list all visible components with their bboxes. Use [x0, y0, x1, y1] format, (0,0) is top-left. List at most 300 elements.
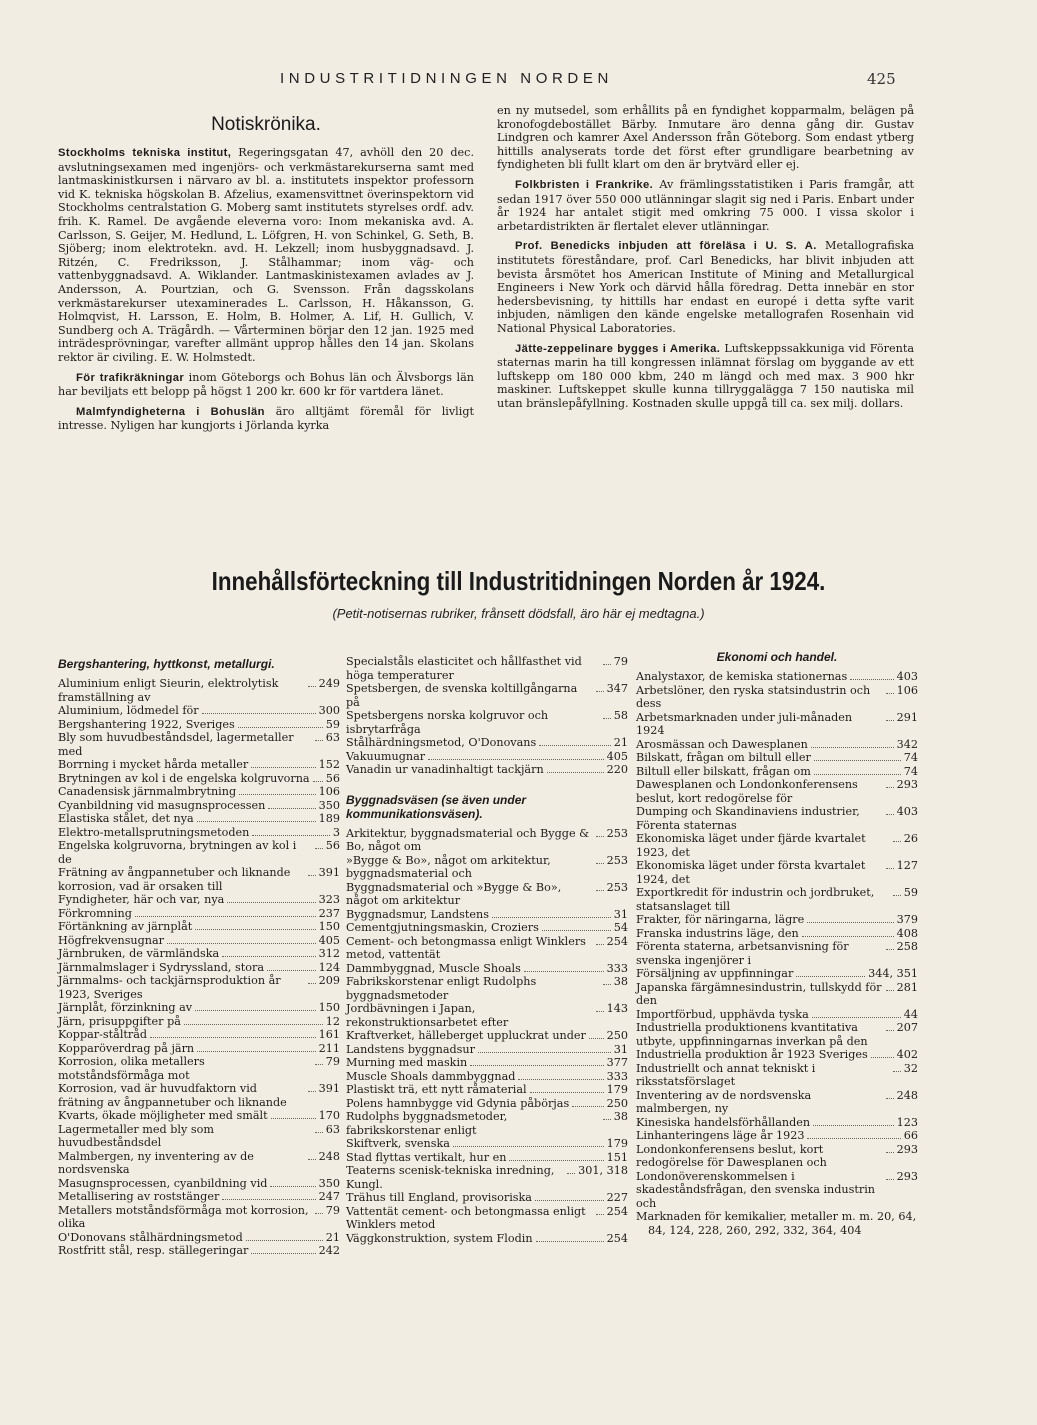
toc-entry-title: Arbetsmarknaden under juli-månaden 1924: [636, 710, 853, 737]
toc-entry-title: Cement- och betongmassa enligt Winklers metod, vattentät: [346, 934, 586, 961]
toc-entry-title: Trähus till England, provisoriska: [346, 1191, 532, 1204]
toc-entry-page: 248: [896, 1088, 918, 1102]
leader-dots: [547, 772, 604, 773]
toc-title: Innehållsförteckning till Industritidningen Norden år 1924.: [211, 566, 826, 596]
toc-entry-page: 237: [318, 906, 340, 920]
toc-entry-page: 258: [896, 940, 918, 953]
leader-dots: [167, 943, 316, 944]
notis-paragraph: [497, 342, 914, 411]
toc-entry-page: 150: [318, 920, 340, 933]
toc-entry-title: Kraftverket, hälleberget uppluckrat under: [346, 1029, 586, 1042]
notiskronika-title: Notiskrönika.: [211, 114, 321, 135]
leader-dots: [893, 841, 901, 842]
toc-entry: [346, 1083, 628, 1097]
leader-dots: [814, 760, 901, 761]
toc-entry-title: Borrning i mycket hårda metaller: [58, 758, 249, 771]
toc-entry-title: Kopparöverdrag på järn: [58, 1041, 195, 1055]
toc-entry: [58, 1055, 340, 1082]
toc-entry-title: Väggkonstruktion, system Flodin: [346, 1231, 533, 1245]
toc-entry: [636, 1129, 918, 1143]
toc-entry-page: 179: [606, 1083, 628, 1096]
leader-dots: [603, 718, 611, 719]
toc-entry: [58, 718, 340, 732]
leader-dots: [195, 1010, 316, 1011]
toc-entry: [58, 920, 340, 934]
notiskronika-right-column: [497, 104, 914, 410]
toc-entry-page: 38: [613, 1110, 628, 1123]
toc-entry: [636, 1008, 918, 1022]
toc-entry-title: Analystaxor, de kemiska stationernas: [636, 670, 848, 683]
leader-dots: [596, 691, 604, 692]
toc-entry-title: Arbetslöner, den ryska statsindustrin och dess: [636, 683, 871, 710]
toc-entry: [58, 893, 340, 907]
toc-entry: [58, 961, 340, 975]
toc-entry: [346, 682, 628, 709]
toc-entry: [58, 1042, 340, 1056]
toc-entry: [58, 731, 340, 758]
toc-entry: [346, 1056, 628, 1070]
toc-entry-page: 242: [318, 1244, 340, 1257]
toc-entry-page: 151: [606, 1150, 628, 1164]
toc-entry: [346, 921, 628, 935]
toc-entry-page: 403: [896, 670, 918, 683]
toc-entry-page: 106: [318, 785, 340, 798]
leader-dots: [227, 902, 315, 903]
toc-entry-title: »Bygge & Bo», något om arkitektur, byggnadsmaterial och: [346, 853, 551, 880]
leader-dots: [267, 970, 316, 971]
leader-dots: [603, 984, 611, 985]
toc-entry-page: 405: [318, 933, 340, 947]
toc-entry-page: 74: [903, 751, 918, 764]
leader-dots: [886, 990, 894, 991]
toc-entry-title: Rudolphs byggnadsmetoder, fabrikskorstenar enligt: [346, 1110, 508, 1137]
toc-entry-title: Landstens byggnadsur: [346, 1042, 475, 1056]
toc-entry-title: Dawesplanen och Londonkonferensens beslut, kort redogörelse för: [636, 778, 858, 805]
notis-lead: För trafikräkningar: [76, 371, 185, 384]
toc-entry: [636, 1021, 918, 1048]
leader-dots: [603, 1119, 611, 1120]
leader-dots: [542, 930, 611, 931]
toc-entry: [636, 1062, 918, 1089]
leader-dots: [886, 1179, 894, 1180]
toc-entry-title: Arkitektur, byggnadsmaterial och Bygge & Bo, något om: [346, 826, 590, 853]
toc-entry-title: Kinesiska handelsförhållanden: [636, 1115, 811, 1129]
toc-entry-title: Korrosion, vad är huvudfaktorn vid frätning av ångpannetuber och liknande: [58, 1082, 287, 1109]
page-number: 425: [867, 70, 896, 88]
leader-dots: [492, 917, 611, 918]
toc-entry-title: Försäljning av uppfinningar: [636, 967, 794, 980]
toc-entry-page: 333: [606, 1069, 628, 1083]
toc-entry-title: Ekonomiska läget under första kvartalet 1924, det: [636, 859, 866, 886]
toc-entry-title: Malmbergen, ny inventering av de nordsvenska: [58, 1149, 254, 1176]
toc-entry-page: 342: [896, 737, 918, 751]
leader-dots: [150, 1037, 316, 1038]
toc-entry-title: Engelska kolgruvorna, brytningen av kol i de: [58, 839, 297, 866]
leader-dots: [453, 1146, 604, 1147]
toc-entry-page: 74: [903, 764, 918, 778]
toc-entry: [58, 947, 340, 961]
toc-entry-title: Polens hamnbygge vid Gdynia påbörjas: [346, 1096, 570, 1110]
toc-entry-page: 79: [325, 1055, 340, 1068]
toc-entry-title: Specialståls elasticitet och hållfasthet vid höga temperaturer: [346, 655, 582, 682]
toc-entry-page: 405: [606, 749, 628, 763]
toc-entry-title: Järnmalmslager i Sydryssland, stora: [58, 960, 264, 974]
toc-entry: [58, 1150, 340, 1177]
toc-entry: [636, 1116, 918, 1130]
toc-entry: [346, 962, 628, 976]
toc-entry-page: 254: [606, 934, 628, 948]
section-heading-byggnadsvasen: Byggnadsväsen (se även under kommunikationsväsen).: [346, 792, 527, 821]
leader-dots: [270, 1186, 315, 1187]
toc-entry-page: 179: [606, 1137, 628, 1150]
toc-entry-title: Högfrekvensugnar: [58, 933, 165, 947]
toc-entry: [58, 907, 340, 921]
toc-entry-title: Industriellt och annat tekniskt i riksstatsförslaget: [636, 1061, 816, 1088]
toc-entry-title: Masugnsprocessen, cyanbildning vid: [58, 1176, 268, 1190]
toc-entry: [58, 812, 340, 826]
toc-entry-page: 391: [318, 1082, 340, 1095]
toc-entry-title: Muscle Shoals dammbyggnad: [346, 1069, 516, 1083]
notis-lead: Jätte-zeppelinare bygges i Amerika.: [515, 342, 721, 355]
toc-entry: [58, 974, 340, 1001]
leader-dots: [886, 868, 894, 869]
toc-entry-title: Dammbyggnad, Muscle Shoals: [346, 961, 521, 975]
toc-entry: [346, 1205, 628, 1232]
toc-entry: [58, 799, 340, 813]
toc-entry-page: 150: [318, 1001, 340, 1014]
leader-dots: [814, 774, 901, 775]
toc-entry: [58, 1082, 340, 1109]
leader-dots: [478, 1052, 611, 1053]
notis-text: Metallografiska institutets föreståndare, prof. Carl Benedicks, har blivit inbjuden att bevista årsmötet hos American Institute of Mining and Metallurgical Engineers i New York och därvid hålla föredrag. Detta innebär en stor hedersbevisning, ty hittills har endast en europé i detta syfte varit inbjuden, nämligen den kände engelske metallografen Rosenhain vid National Physical Laboratories.: [497, 239, 914, 335]
toc-entry-page: 323: [318, 893, 340, 906]
leader-dots: [251, 1253, 315, 1254]
leader-dots: [197, 1051, 316, 1052]
notis-text: äro alltjämt föremål för livligt intresse. Nyligen har kungjorts i Jörlanda kyrka: [58, 404, 474, 433]
toc-entry: [346, 1110, 628, 1137]
toc-entry: [58, 1231, 340, 1245]
toc-entry: [346, 935, 628, 962]
toc-entry-title: Stålhärdningsmetod, O'Donovans: [346, 736, 537, 749]
toc-entry-page: 350: [318, 1176, 340, 1190]
toc-entry: [346, 655, 628, 682]
toc-entry-title: Vanadin ur vanadinhaltigt tackjärn: [346, 763, 544, 776]
toc-entry-title: Ekonomiska läget under fjärde kvartalet 1923, det: [636, 832, 866, 859]
toc-column-3: [636, 648, 918, 1237]
toc-entry-title: Inventering av de nordsvenska malmbergen, ny: [636, 1088, 812, 1115]
toc-entry-title: Stad flyttas vertikalt, hur en: [346, 1150, 507, 1164]
toc-entry-page: 21: [613, 736, 628, 749]
leader-dots: [596, 1214, 604, 1215]
leader-dots: [536, 1241, 604, 1242]
leader-dots: [535, 1200, 604, 1201]
toc-entry: [636, 859, 918, 886]
toc-entry: [346, 1070, 628, 1084]
leader-dots: [807, 922, 893, 923]
leader-dots: [886, 1030, 894, 1031]
leader-dots: [893, 895, 901, 896]
toc-entry-title: Vattentät cement- och betongmassa enligt Winklers metod: [346, 1204, 586, 1231]
leader-dots: [268, 808, 315, 809]
toc-entry-page: 56: [325, 771, 340, 785]
notis-text: Av främlingsstatistiken i Paris framgår, att sedan 1917 över 550 000 utlänningar slagit sig ned i Paris. Enbart under år 1924 har antalet stigit med omkring 75 000. I vissa skolor i arbetardistrikten är flertalet elever utlänningar.: [497, 177, 915, 233]
leader-dots: [197, 821, 316, 822]
toc-entry-page: 79: [325, 1203, 340, 1217]
toc-entry-page: 333: [606, 961, 628, 975]
leader-dots: [567, 1173, 575, 1174]
toc-entry-page: 291: [896, 710, 918, 724]
toc-entry-page: 124: [318, 960, 340, 974]
toc-entry-title: Byggnadsmaterial och »Bygge & Bo», något om arkitektur: [346, 880, 562, 907]
leader-dots: [802, 936, 894, 937]
toc-entry-title: Förkromning: [58, 906, 132, 920]
toc-entry-page: 300: [318, 704, 340, 717]
toc-entry-page: 377: [606, 1056, 628, 1069]
toc-entry-title: Järnplåt, förzinkning av: [58, 1001, 193, 1014]
toc-entry: [58, 677, 340, 704]
toc-entry-title: Kvarts, ökade möjligheter med smält: [58, 1109, 268, 1122]
toc-entry-page: 66: [903, 1129, 918, 1142]
toc-entry-title: Järnbruken, de värmländska: [58, 947, 220, 960]
toc-entry-title: Spetsbergen, de svenska koltillgångarna på: [346, 682, 578, 709]
toc-entry-page: 31: [613, 1042, 628, 1056]
toc-entry: [636, 751, 918, 765]
leader-dots: [893, 1071, 901, 1072]
toc-entry-page: 63: [325, 731, 340, 744]
toc-entry: [58, 1204, 340, 1231]
leader-dots: [308, 1091, 316, 1092]
toc-entry: [346, 1164, 628, 1191]
leader-dots: [195, 929, 315, 930]
toc-entry-title: Bilskatt, frågan om biltull eller: [636, 751, 811, 764]
toc-entry: [346, 908, 628, 922]
toc-entry-title: Lagermetaller med bly som huvudbeståndsdel: [58, 1122, 214, 1149]
toc-entry: [636, 670, 918, 684]
toc-entry-title: Murning med maskin: [346, 1056, 468, 1069]
toc-entry-title: Arosmässan och Dawesplanen: [636, 737, 808, 751]
toc-entry-title: Linhanteringens läge år 1923: [636, 1129, 805, 1142]
toc-entry: [636, 778, 918, 805]
toc-entry-page: 189: [318, 812, 340, 825]
toc-entry-page: 312: [318, 947, 340, 960]
toc-entry-page: 248: [318, 1149, 340, 1163]
toc-entry-page: 54: [613, 921, 628, 934]
toc-entry: [636, 981, 918, 1008]
toc-entry: [346, 1002, 628, 1029]
leader-dots: [315, 848, 323, 849]
toc-entry-page: 344, 351: [868, 967, 918, 980]
leader-dots: [222, 956, 315, 957]
toc-entry-title: Fyndigheter, här och var, nya: [58, 893, 225, 906]
toc-entry-title: Elastiska stålet, det nya: [58, 812, 194, 825]
leader-dots: [886, 949, 894, 950]
toc-entry-page: 379: [896, 913, 918, 926]
notis-text: inom Göteborgs och Bohus län och Älvsborgs län har beviljats ett belopp på högst 1 200 kr. 600 kr för vartdera länet.: [58, 370, 474, 399]
toc-entry: [346, 1191, 628, 1205]
toc-entry-page: 143: [606, 1002, 628, 1015]
toc-entry: [346, 1232, 628, 1246]
notis-paragraph: [58, 146, 474, 365]
toc-entry-page: 254: [606, 1231, 628, 1245]
toc-entry-page: 56: [325, 839, 340, 852]
toc-entry: [58, 1001, 340, 1015]
toc-entry-title: Skiftverk, svenska: [346, 1137, 450, 1150]
toc-entry-title: Spetsbergens norska kolgruvor och isbrytarfråga: [346, 709, 549, 736]
toc-entry-page: 247: [318, 1190, 340, 1203]
toc-entry: [58, 704, 340, 718]
leader-dots: [596, 944, 604, 945]
toc-entry-title: Canadensisk järnmalmbrytning: [58, 785, 237, 798]
leader-dots: [428, 759, 604, 760]
leader-dots: [596, 890, 604, 891]
leader-dots: [239, 794, 316, 795]
toc-entry-title: Metallisering av roststänger: [58, 1190, 220, 1203]
toc-entry-title: Bergshantering 1922, Sveriges: [58, 717, 235, 731]
toc-entry: [58, 772, 340, 786]
leader-dots: [222, 1199, 315, 1200]
toc-entry: [346, 750, 628, 764]
toc-entry: [58, 1015, 340, 1029]
toc-entry: [58, 1244, 340, 1258]
toc-entry-title: Londonöverenskommelsen i skadeståndsfrågan, den svenska industrin och: [636, 1169, 875, 1210]
toc-entry: [346, 1137, 628, 1151]
leader-dots: [315, 1132, 323, 1133]
toc-entry-page: 402: [896, 1048, 918, 1061]
toc-entry: [346, 975, 628, 1002]
toc-entry-page: 31: [613, 907, 628, 921]
toc-entry-title: Importförbud, upphävda tyska: [636, 1007, 809, 1021]
toc-entry-page: 301, 318: [578, 1164, 628, 1177]
toc-entry-page: 253: [606, 826, 628, 840]
toc-entry-page: 253: [606, 853, 628, 867]
leader-dots: [315, 1064, 323, 1065]
toc-entry: [58, 785, 340, 799]
toc-entry-title: Cementgjutningsmaskin, Croziers: [346, 921, 539, 934]
toc-entry-page: 59: [325, 717, 340, 731]
leader-dots: [202, 713, 316, 714]
toc-entry-page: 123: [896, 1115, 918, 1129]
toc-entry-page: 38: [613, 975, 628, 988]
toc-entry: [346, 736, 628, 750]
toc-entry: [636, 832, 918, 859]
toc-entry: [58, 826, 340, 840]
toc-entry-page: 58: [613, 709, 628, 722]
notis-paragraph: [58, 371, 474, 399]
toc-entry: [636, 1170, 918, 1211]
leader-dots: [886, 1098, 894, 1099]
leader-dots: [518, 1079, 603, 1080]
notis-paragraph: [497, 178, 914, 233]
toc-entry: [636, 765, 918, 779]
toc-entry-title: Japanska färgämnesindustrin, tullskydd för den: [636, 980, 882, 1007]
toc-entry: [636, 738, 918, 752]
toc-entry-title: Teaterns scenisk-tekniska inredning, Kungl.: [346, 1164, 555, 1191]
toc-entry: [58, 1190, 340, 1204]
toc-entry: [346, 854, 628, 881]
toc-entry-page: 220: [606, 763, 628, 776]
toc-entry: [58, 866, 340, 893]
leader-dots: [886, 1152, 894, 1153]
toc-entry-page: 250: [606, 1029, 628, 1042]
toc-entry: [636, 1143, 918, 1170]
toc-entry-page: 3: [332, 825, 340, 839]
leader-dots: [470, 1065, 603, 1066]
toc-entry-title: Metallers motståndsförmåga mot korrosion, olika: [58, 1203, 309, 1230]
toc-entry: [58, 839, 340, 866]
leader-dots: [886, 720, 894, 721]
toc-entry-title: O'Donovans stålhärdningsmetod: [58, 1230, 243, 1244]
leader-dots: [596, 863, 604, 864]
toc-entry-page: 170: [318, 1109, 340, 1122]
toc-entry-title: Byggnadsmur, Landstens: [346, 907, 489, 921]
toc-entry-page: 293: [896, 778, 918, 791]
leader-dots: [271, 1118, 316, 1119]
toc-entry-title: Fabrikskorstenar enligt Rudolphs byggnadsmetoder: [346, 975, 537, 1002]
toc-entry-title: Frakter, för näringarna, lägre: [636, 913, 805, 926]
leader-dots: [308, 875, 316, 876]
toc-entry-title: Jordbävningen i Japan, rekonstruktionsarbetet efter: [346, 1002, 509, 1029]
leader-dots: [313, 781, 323, 782]
leader-dots: [596, 836, 604, 837]
toc-entry-page: 21: [325, 1230, 340, 1244]
toc-entry-page: 293: [896, 1142, 918, 1156]
toc-entry-page: 106: [896, 683, 918, 697]
leader-dots: [308, 1159, 316, 1160]
leader-dots: [238, 727, 323, 728]
leader-dots: [184, 1024, 323, 1025]
toc-entry-title: Plastiskt trä, ett nytt råmaterial: [346, 1083, 527, 1096]
leader-dots: [886, 814, 894, 815]
toc-entry-page: 26: [903, 832, 918, 845]
toc-entry-page: 347: [606, 682, 628, 695]
toc-entry-title: Koppar-ståltråd: [58, 1028, 148, 1041]
toc-entry-title: Industriella produktionens kvantitativa utbyte, uppfinningarnas inverkan på den: [636, 1021, 868, 1048]
notis-paragraph: [58, 405, 474, 433]
section-heading-ekonomi: Ekonomi och handel.: [716, 650, 838, 664]
notiskronika-left-column: [58, 146, 474, 433]
leader-dots: [572, 1106, 603, 1107]
toc-entry: [636, 886, 918, 913]
toc-entry: [636, 1089, 918, 1116]
toc-entry-page: 211: [318, 1041, 340, 1055]
toc-entry-title: Rostfritt stål, resp. ställegeringar: [58, 1244, 249, 1257]
toc-entry-title: Exportkredit för industrin och jordbruket, statsanslaget till: [636, 886, 875, 913]
toc-entry-marknaden: Marknaden för kemikalier, metaller m. m. 20, 64, 84, 124, 228, 260, 292, 332, 364, 404: [636, 1210, 917, 1237]
toc-entry-title: Dumping och Skandinaviens industrier, Förenta staternas: [636, 805, 860, 832]
leader-dots: [813, 1125, 894, 1126]
toc-entry-page: 281: [896, 980, 918, 994]
leader-dots: [850, 679, 893, 680]
toc-entry-title: Frätning av ångpannetuber och liknande korrosion, vad är orsaken till: [58, 866, 291, 893]
section-heading-bergshantering: Bergshantering, hyttkonst, metallurgi.: [58, 657, 275, 671]
toc-entry-title: Cyanbildning vid masugnsprocessen: [58, 798, 266, 812]
toc-entry-page: 408: [896, 926, 918, 940]
toc-entry-page: 63: [325, 1122, 340, 1136]
toc-entry: [636, 711, 918, 738]
toc-entry: [346, 709, 628, 736]
leader-dots: [308, 686, 316, 687]
toc-entry-page: 293: [896, 1169, 918, 1183]
leader-dots: [603, 664, 611, 665]
toc-entry: [58, 1109, 340, 1123]
toc-entry: [636, 1048, 918, 1062]
toc-entry-title: Aluminium, lödmedel för: [58, 704, 199, 717]
leader-dots: [509, 1160, 603, 1161]
leader-dots: [811, 747, 894, 748]
leader-dots: [524, 971, 604, 972]
leader-dots: [812, 1017, 901, 1018]
leader-dots: [589, 1038, 604, 1039]
